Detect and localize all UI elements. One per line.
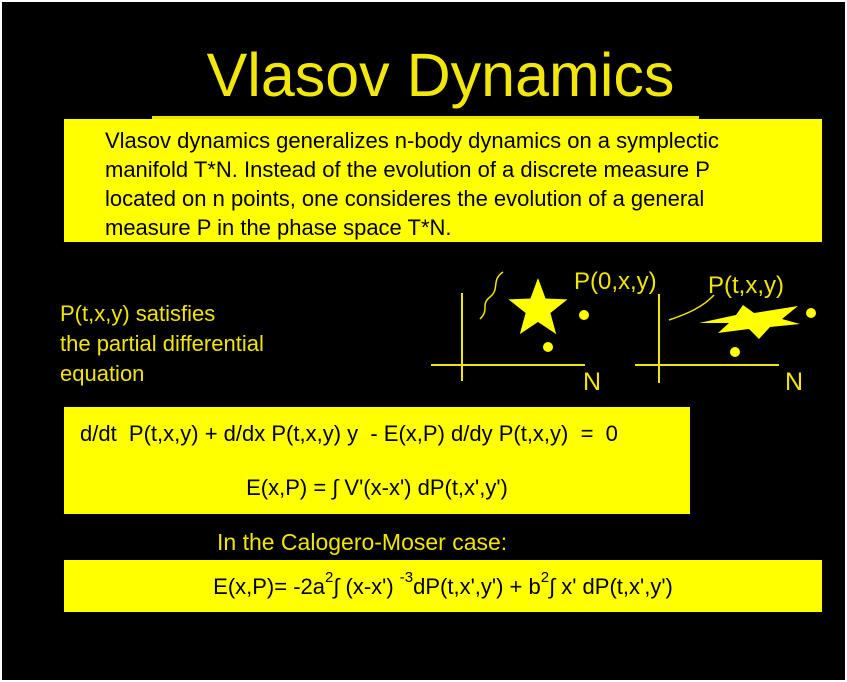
evolved-measure-label: P(t,x,y)	[708, 272, 784, 299]
cm-equation-segment: E(x,P)= -2a	[213, 574, 326, 599]
cm-equation-superscript: 2	[325, 568, 334, 586]
intro-line: Vlasov dynamics generalizes n-body dynamics on a symplectic	[105, 128, 719, 153]
left-leader-squiggle	[480, 272, 503, 319]
intro-line: manifold T*N. Instead of the evolution of a discrete measure P	[105, 157, 710, 182]
field-equation: E(x,P) = ∫ V'(x-x') dP(t,x',y')	[246, 475, 508, 500]
intro-line: measure P in the phase space T*N.	[105, 215, 452, 240]
cm-equation-segment: ∫ (x-x')	[333, 574, 400, 599]
cm-equation-superscript: -3	[399, 568, 414, 586]
calogero-moser-box	[64, 560, 822, 612]
right-dot-upper	[806, 308, 816, 318]
slide-title: Vlasov Dynamics	[206, 41, 675, 109]
side-note-line: P(t,x,y) satisfies	[60, 301, 216, 326]
left-dot-lower	[543, 342, 553, 352]
case-heading: In the Calogero-Moser case:	[217, 529, 508, 555]
right-manifold-label: N	[785, 368, 804, 396]
pde-box	[64, 407, 690, 514]
side-note-line: the partial differential	[60, 331, 264, 356]
left-manifold-label: N	[583, 368, 602, 396]
side-note-line: equation	[60, 361, 145, 386]
cm-equation-segment: ∫ x' dP(t,x',y')	[549, 574, 673, 599]
pde-equation: d/dt P(t,x,y) + d/dx P(t,x,y) y - E(x,P) d/dy P(t,x,y) = 0	[80, 421, 618, 446]
right-dot-lower	[730, 347, 740, 357]
intro-line: located on n points, one consideres the evolution of a general	[105, 186, 705, 211]
initial-measure-star	[509, 278, 568, 334]
cm-equation-superscript: 2	[540, 568, 550, 586]
initial-measure-label: P(0,x,y)	[574, 268, 657, 295]
evolved-measure-deformed-star	[699, 305, 800, 339]
left-dot-upper	[579, 310, 589, 320]
cm-equation-segment: dP(t,x',y') + b	[413, 574, 541, 599]
